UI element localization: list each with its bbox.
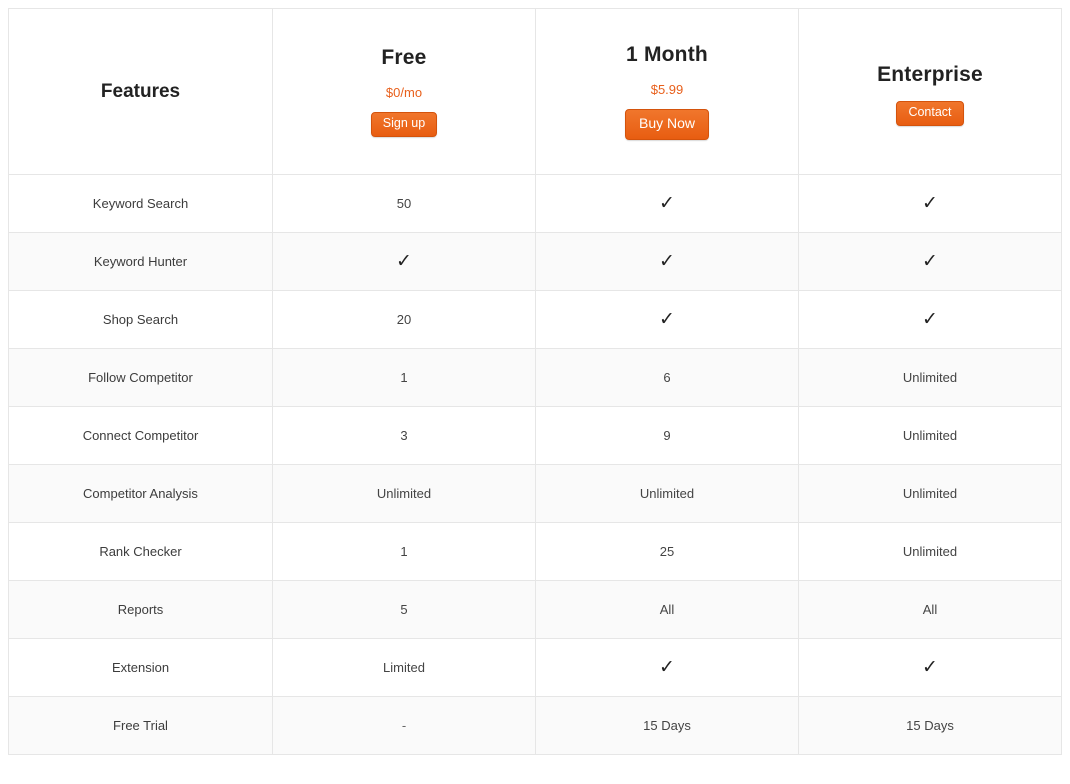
feature-value-text: Unlimited — [376, 486, 432, 501]
feature-value-cell-free — [273, 291, 536, 349]
feature-value-cell-free — [273, 639, 536, 697]
feature-name-cell — [9, 233, 273, 291]
plan-price-free: $0/mo — [385, 85, 423, 101]
feature-value-cell-enterprise — [799, 175, 1062, 233]
feature-value-cell-enterprise — [799, 465, 1062, 523]
feature-value-text: 25 — [659, 544, 675, 559]
plan-price-one-month: $5.99 — [650, 82, 684, 98]
check-icon: ✓ — [922, 192, 938, 214]
feature-value-text: 3 — [400, 428, 408, 443]
feature-label: Follow Competitor — [88, 370, 193, 385]
feature-value-text: Unlimited — [902, 486, 958, 501]
feature-label: Extension — [111, 660, 170, 675]
feature-value-text: Limited — [383, 660, 425, 675]
header-cell-free — [273, 9, 536, 175]
check-icon: ✓ — [659, 308, 675, 330]
feature-value-cell-free — [273, 697, 536, 755]
feature-label: Free Trial — [113, 718, 168, 733]
check-icon: ✓ — [922, 308, 938, 330]
feature-value-cell-free — [273, 233, 536, 291]
feature-label: Keyword Search — [92, 196, 189, 211]
feature-value-text: Unlimited — [902, 544, 958, 559]
feature-value-cell-enterprise — [799, 581, 1062, 639]
feature-value-cell-one-month — [536, 233, 799, 291]
table-row — [9, 697, 1062, 755]
sign-up-button[interactable]: Sign up — [371, 112, 437, 137]
feature-value-cell-enterprise — [799, 523, 1062, 581]
table-row — [9, 407, 1062, 465]
feature-label: Keyword Hunter — [93, 254, 188, 269]
feature-value-cell-free — [273, 523, 536, 581]
feature-value-text: 6 — [663, 370, 671, 385]
feature-name-cell — [9, 465, 273, 523]
feature-value-cell-enterprise — [799, 407, 1062, 465]
feature-value-text: 1 — [400, 544, 408, 559]
header-cell-one-month — [536, 9, 799, 175]
table-row — [9, 465, 1062, 523]
check-icon: ✓ — [659, 192, 675, 214]
pricing-table-body — [9, 9, 1062, 755]
feature-name-cell — [9, 175, 273, 233]
check-icon: ✓ — [922, 656, 938, 678]
feature-value-text: Unlimited — [902, 370, 958, 385]
table-row — [9, 349, 1062, 407]
plan-name-one-month: 1 Month — [626, 43, 708, 67]
table-row — [9, 175, 1062, 233]
check-icon: ✓ — [659, 656, 675, 678]
feature-label: Connect Competitor — [82, 428, 199, 443]
feature-value-cell-enterprise — [799, 291, 1062, 349]
table-row — [9, 523, 1062, 581]
feature-name-cell — [9, 407, 273, 465]
pricing-table — [8, 8, 1062, 755]
feature-value-cell-one-month — [536, 581, 799, 639]
feature-value-text: Unlimited — [902, 428, 958, 443]
check-icon: ✓ — [922, 250, 938, 272]
features-heading: Features — [100, 80, 181, 102]
feature-value-text: 50 — [396, 196, 412, 211]
feature-value-cell-one-month — [536, 349, 799, 407]
feature-value-cell-one-month — [536, 639, 799, 697]
feature-value-text: 5 — [400, 602, 408, 617]
feature-value-cell-one-month — [536, 175, 799, 233]
feature-name-cell — [9, 581, 273, 639]
feature-value-cell-free — [273, 349, 536, 407]
buy-now-button[interactable]: Buy Now — [625, 109, 709, 139]
feature-value-cell-enterprise — [799, 639, 1062, 697]
feature-value-cell-one-month — [536, 697, 799, 755]
feature-label: Shop Search — [102, 312, 179, 327]
feature-name-cell — [9, 349, 273, 407]
header-cell-enterprise — [799, 9, 1062, 175]
feature-value-text: 15 Days — [906, 718, 954, 733]
check-icon: ✓ — [659, 250, 675, 272]
table-row — [9, 581, 1062, 639]
feature-value-cell-enterprise — [799, 349, 1062, 407]
feature-value-cell-free — [273, 407, 536, 465]
contact-button[interactable]: Contact — [896, 101, 963, 126]
plan-name-free: Free — [381, 46, 427, 70]
check-icon: ✓ — [396, 250, 412, 272]
feature-value-cell-free — [273, 581, 536, 639]
feature-value-text: All — [922, 602, 938, 617]
feature-value-text: 20 — [396, 312, 412, 327]
feature-value-cell-one-month — [536, 523, 799, 581]
plan-name-enterprise: Enterprise — [877, 63, 983, 87]
feature-label: Rank Checker — [99, 544, 182, 559]
feature-name-cell — [9, 639, 273, 697]
table-row — [9, 291, 1062, 349]
feature-name-cell — [9, 291, 273, 349]
table-header-row — [9, 9, 1062, 175]
table-row — [9, 233, 1062, 291]
feature-value-cell-one-month — [536, 407, 799, 465]
feature-value-text: All — [659, 602, 675, 617]
feature-value-text: - — [401, 718, 407, 733]
feature-name-cell — [9, 523, 273, 581]
feature-name-cell — [9, 697, 273, 755]
feature-value-cell-free — [273, 175, 536, 233]
feature-value-text: 15 Days — [643, 718, 691, 733]
feature-label: Competitor Analysis — [83, 486, 198, 501]
feature-value-text: Unlimited — [639, 486, 695, 501]
feature-value-cell-free — [273, 465, 536, 523]
feature-value-text: 9 — [663, 428, 671, 443]
header-cell-features — [9, 9, 273, 175]
feature-value-cell-enterprise — [799, 697, 1062, 755]
feature-value-text: 1 — [400, 370, 408, 385]
feature-value-cell-one-month — [536, 465, 799, 523]
table-row — [9, 639, 1062, 697]
feature-value-cell-enterprise — [799, 233, 1062, 291]
feature-value-cell-one-month — [536, 291, 799, 349]
feature-label: Reports — [117, 602, 164, 617]
